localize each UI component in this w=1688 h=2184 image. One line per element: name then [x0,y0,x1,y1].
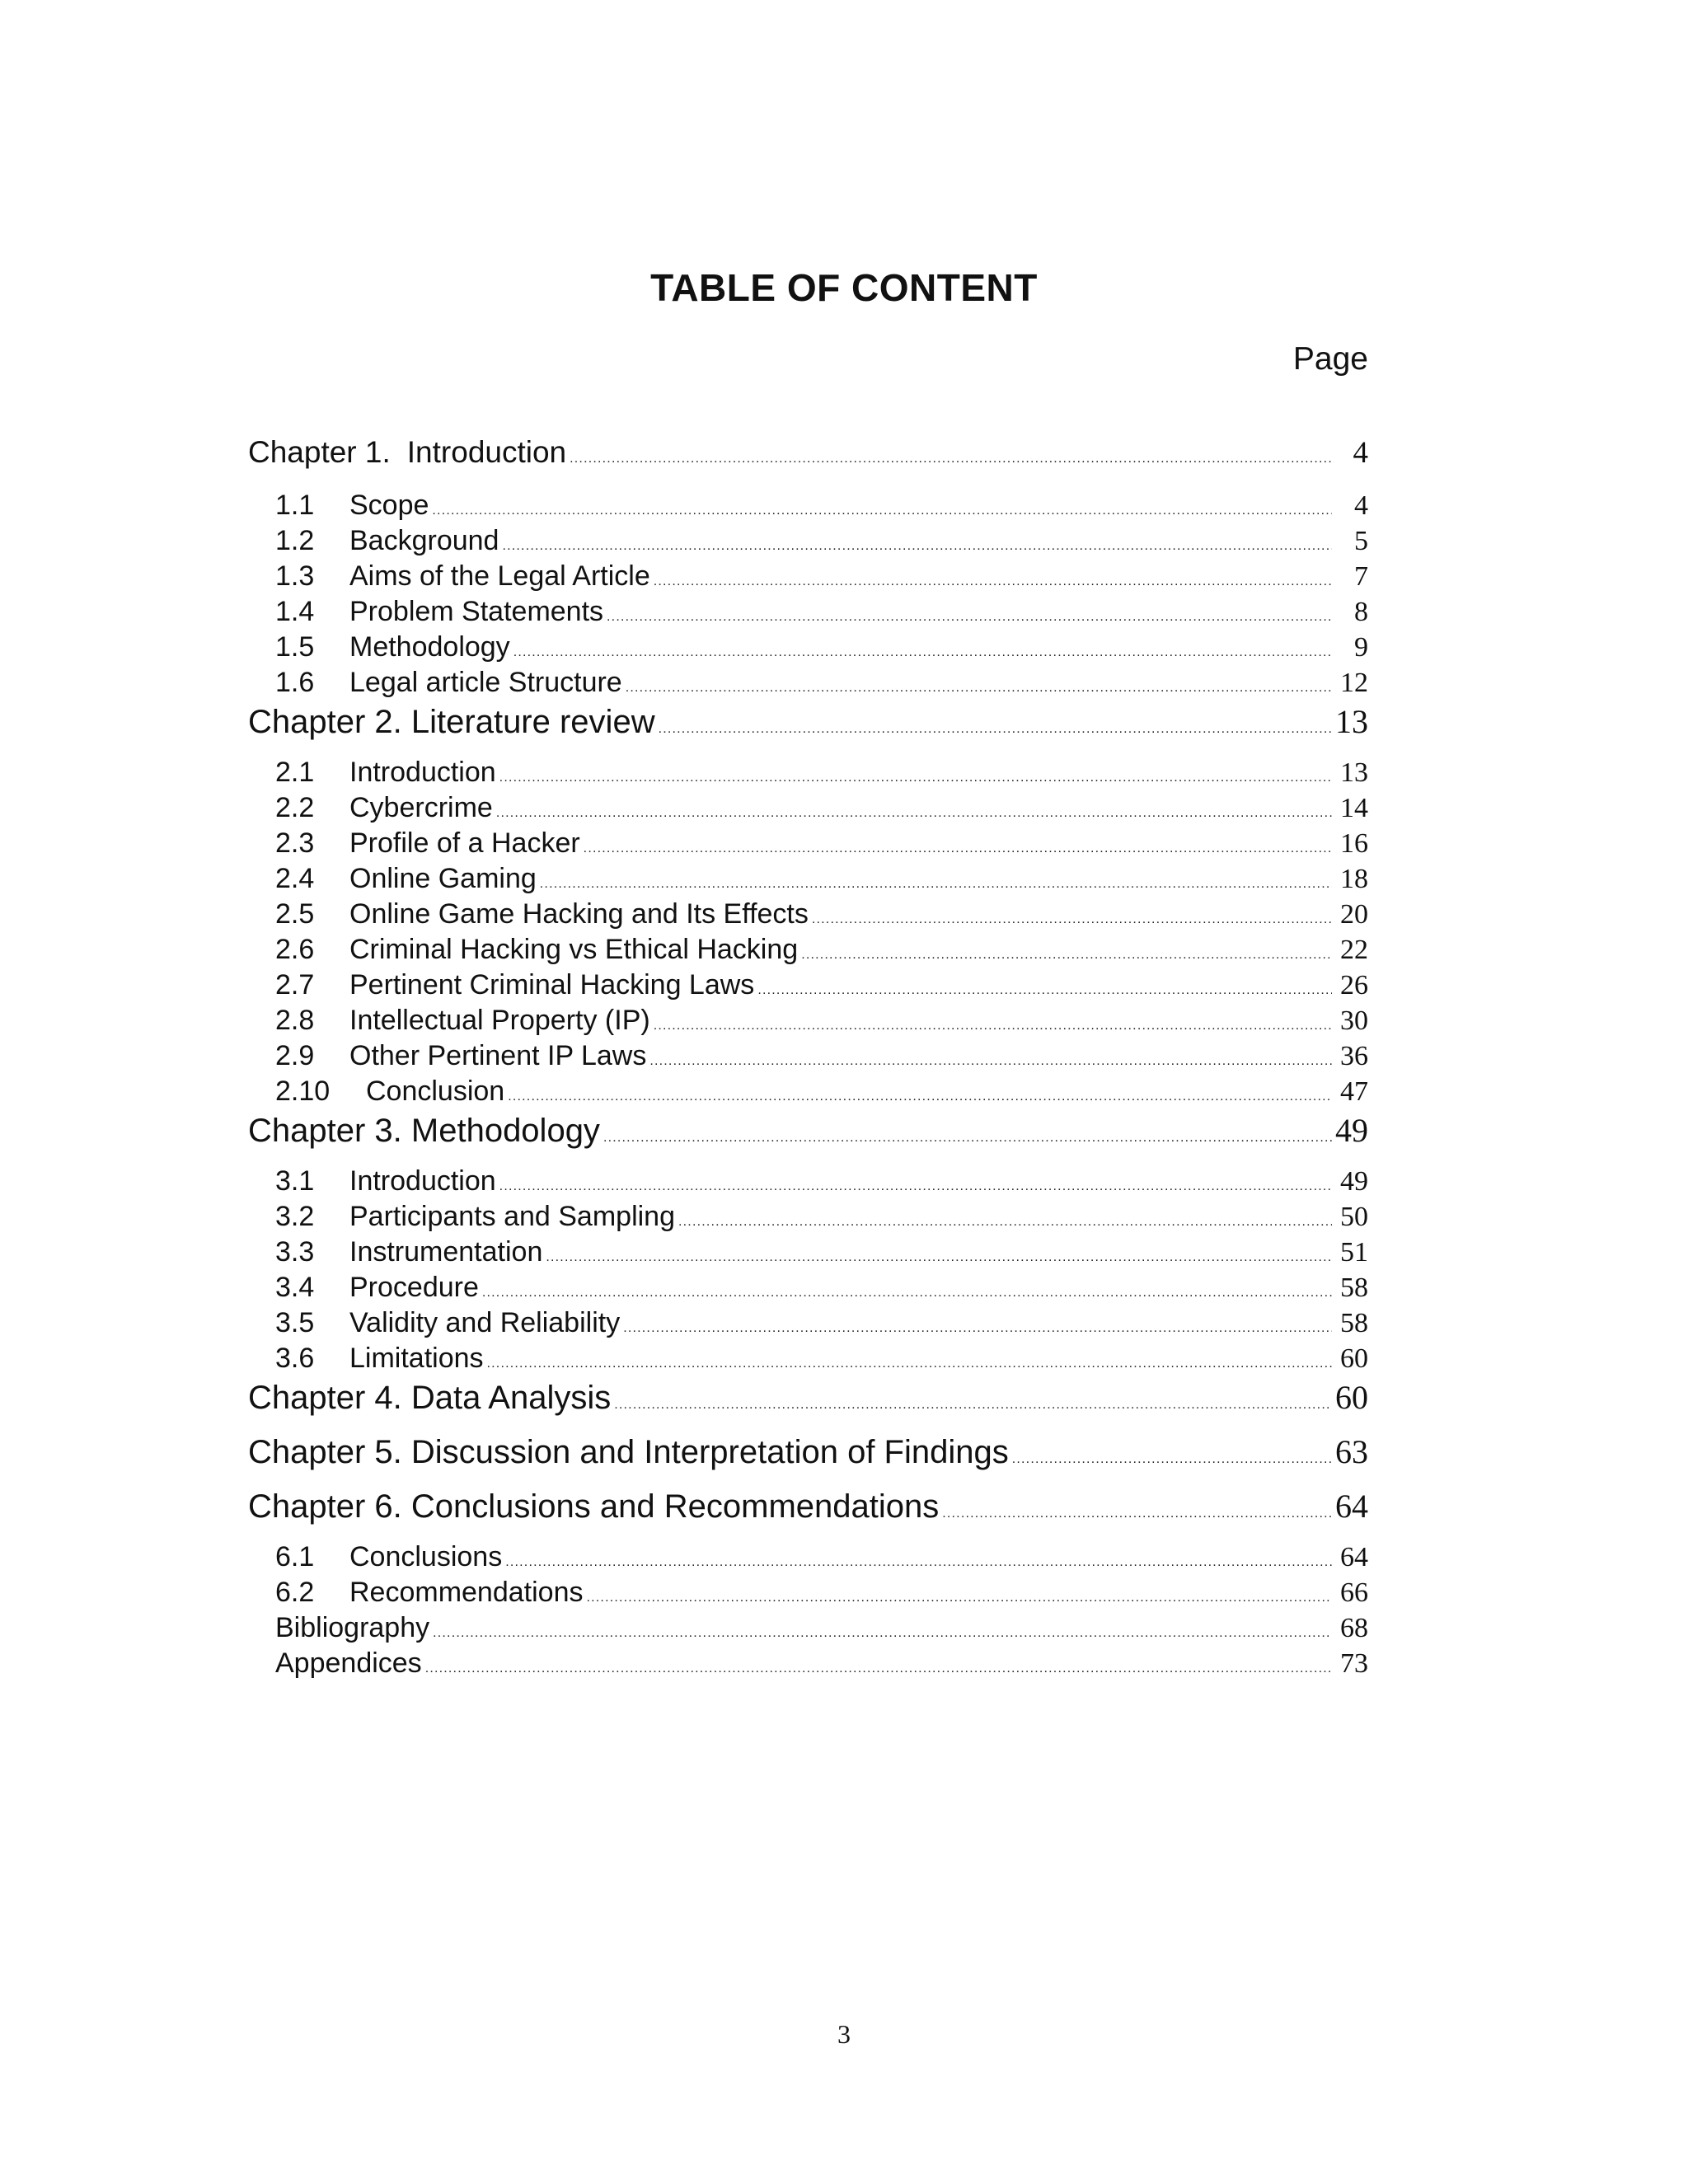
toc-entry-label: Other Pertinent IP Laws [349,1040,647,1071]
toc-entry-page: 16 [1340,828,1368,859]
toc-entry-label: Participants and Sampling [349,1201,676,1232]
toc-entry-number: 1.2 [275,525,315,556]
toc-entry-number: 3.3 [275,1236,315,1268]
toc-entry-label: Introduction [349,1165,496,1197]
toc-entry-page: 47 [1340,1076,1368,1107]
toc-entry-page: 9 [1354,632,1368,663]
toc-entry[interactable] [248,1487,1368,1541]
dot-leader [482,1286,1332,1301]
toc-entry-page: 30 [1340,1005,1368,1036]
toc-entry-number: 6.1 [275,1541,315,1572]
toc-entry[interactable] [248,1307,1368,1343]
toc-entry[interactable] [248,1040,1368,1076]
toc-entry-number: 2.8 [275,1005,315,1036]
toc-entry-label: Intellectual Property (IP) [349,1005,650,1036]
toc-entry-page: 63 [1335,1433,1368,1470]
dot-leader [603,1131,1332,1146]
toc-entry[interactable] [248,1612,1368,1647]
toc-entry-number: 2.7 [275,969,315,1001]
toc-entry-page: 36 [1340,1041,1368,1071]
toc-entry[interactable] [248,1076,1368,1111]
toc-entry-page: 58 [1340,1308,1368,1338]
toc-entry[interactable] [248,1236,1368,1272]
toc-entry-label: Bibliography [275,1612,430,1643]
dot-leader [505,1555,1332,1570]
toc-entry-number: 2.4 [275,863,315,894]
toc-entry-page: 73 [1340,1648,1368,1679]
toc-entry[interactable] [248,1378,1368,1432]
toc-entry-label: Legal article Structure [349,667,622,698]
toc-entry-page: 4 [1354,490,1368,521]
toc-entry[interactable] [248,1647,1368,1683]
toc-entry-page: 60 [1340,1343,1368,1374]
dot-leader [540,877,1332,892]
dot-leader [623,1321,1332,1336]
toc-entry-label: Online Game Hacking and Its Effects [349,898,809,930]
toc-entry[interactable] [248,702,1368,757]
toc-entry-number: 3.6 [275,1343,315,1374]
dot-leader [942,1507,1332,1521]
toc-entry-number: 6.2 [275,1577,315,1608]
toc-entry-label: Background [349,525,499,556]
toc-entry-number: 3.5 [275,1307,315,1338]
dot-leader [499,1179,1332,1194]
toc-entry-label: Chapter 5. Discussion and Interpretation of Findings [248,1434,1009,1470]
toc-entry-label: Appendices [275,1647,422,1679]
toc-entry[interactable] [248,1165,1368,1201]
toc-entry-number: 2.10 [275,1076,331,1107]
toc-entry-label: Cybercrime [349,792,493,823]
toc-entry[interactable] [248,1111,1368,1165]
dot-leader [570,452,1332,466]
toc-entry-label: Chapter 6. Conclusions and Recommendations [248,1488,940,1525]
toc-entry[interactable] [248,792,1368,827]
toc-entry-number: 2.1 [275,757,315,788]
dot-leader [584,841,1332,856]
dot-leader [678,1215,1332,1230]
toc-entry[interactable] [248,596,1368,631]
toc-entry-label: Conclusions [349,1541,503,1572]
dot-leader [1012,1452,1332,1467]
toc-entry-label: Methodology [349,631,510,663]
toc-entry[interactable] [248,863,1368,898]
dot-leader [496,806,1332,821]
toc-entry[interactable] [248,1577,1368,1612]
toc-entry-page: 49 [1340,1166,1368,1197]
toc-entry-label: Online Gaming [349,863,537,894]
toc-entry-page: 13 [1335,703,1368,740]
toc-entry[interactable] [248,667,1368,702]
toc-entry-label: Aims of the Legal Article [349,560,650,592]
dot-leader [757,983,1332,998]
dot-leader [586,1591,1332,1605]
toc-entry-page: 4 [1353,436,1368,470]
dot-leader [659,722,1332,737]
dot-leader [432,504,1332,518]
toc-entry[interactable] [248,1541,1368,1577]
toc-entry[interactable] [248,1343,1368,1378]
toc-entry-page: 64 [1340,1542,1368,1572]
toc-entry-page: 18 [1340,864,1368,894]
toc-entry-number: 2.6 [275,934,315,965]
page-number: 3 [837,2019,851,2049]
toc-entry-label: Recommendations [349,1577,584,1608]
dot-leader [626,681,1332,696]
dot-leader [649,1054,1332,1069]
toc-entry[interactable] [248,969,1368,1005]
dot-leader [425,1661,1332,1676]
toc-entry-label: Procedure [349,1272,479,1303]
dot-leader [502,539,1332,554]
toc-entry-page: 20 [1340,899,1368,930]
toc-entry[interactable] [248,1272,1368,1307]
toc-entry[interactable] [248,1432,1368,1487]
table-of-contents [248,435,1368,1683]
page-column-label: Page [1292,341,1368,377]
toc-entry-label: Validity and Reliability [349,1307,621,1338]
toc-entry-number: 1.1 [275,490,315,521]
dot-leader [812,912,1332,927]
toc-entry-page: 68 [1340,1613,1368,1643]
toc-entry-label: Problem Statements [349,596,604,627]
toc-entry-number: 1.4 [275,596,315,627]
toc-entry-label: Profile of a Hacker [349,827,580,859]
toc-entry[interactable] [248,631,1368,667]
toc-entry[interactable] [248,490,1368,525]
toc-entry-label: Introduction [349,757,496,788]
dot-leader [546,1250,1332,1265]
dot-leader [513,645,1332,660]
toc-entry-page: 49 [1335,1112,1368,1149]
toc-entry-label: Chapter 4. Data Analysis [248,1380,612,1416]
dot-leader [499,771,1332,785]
toc-entry-label: Chapter 3. Methodology [248,1113,600,1149]
toc-entry-page: 5 [1354,526,1368,556]
toc-entry-label: Scope [349,490,429,521]
dot-leader [487,1357,1332,1371]
toc-entry-page: 51 [1340,1237,1368,1268]
toc-entry-page: 50 [1340,1202,1368,1232]
dot-leader [614,1398,1332,1413]
toc-entry-number: 1.6 [275,667,315,698]
toc-entry-page: 7 [1354,561,1368,592]
toc-entry-number: 3.1 [275,1165,315,1197]
toc-entry-page: 58 [1340,1272,1368,1303]
toc-entry-page: 8 [1354,597,1368,627]
toc-entry-number: 2.2 [275,792,315,823]
toc-entry[interactable] [248,827,1368,863]
toc-entry-number: 1.5 [275,631,315,663]
toc-entry[interactable] [248,435,1368,490]
toc-entry-label: Instrumentation [349,1236,543,1268]
toc-entry-label: Pertinent Criminal Hacking Laws [349,969,755,1001]
dot-leader [607,610,1332,625]
toc-entry[interactable] [248,898,1368,934]
dot-leader [801,948,1332,963]
toc-entry-label: Introduction [406,435,567,469]
toc-entry-page: 12 [1340,668,1368,698]
toc-entry-label: Conclusion [366,1076,505,1107]
toc-entry-number: 2.3 [275,827,315,859]
dot-leader [654,574,1332,589]
toc-entry-number: Chapter 1. [248,435,391,469]
toc-entry-number: 1.3 [275,560,315,592]
toc-entry-label: Limitations [349,1343,484,1374]
toc-entry-label: Chapter 2. Literature review [248,704,655,740]
toc-entry[interactable] [248,560,1368,596]
toc-entry-page: 66 [1340,1577,1368,1608]
toc-entry[interactable] [248,934,1368,969]
dot-leader [508,1090,1332,1104]
toc-title: TABLE OF CONTENT [650,266,1038,309]
toc-entry-page: 60 [1335,1379,1368,1416]
toc-entry-page: 13 [1340,757,1368,788]
toc-entry-page: 64 [1335,1488,1368,1525]
toc-entry-page: 22 [1340,935,1368,965]
dot-leader [433,1626,1332,1641]
toc-entry-label: Criminal Hacking vs Ethical Hacking [349,934,799,965]
toc-entry-page: 26 [1340,970,1368,1001]
toc-entry[interactable] [248,1005,1368,1040]
toc-entry-number: 3.2 [275,1201,315,1232]
toc-entry-page: 14 [1340,793,1368,823]
toc-entry-number: 2.9 [275,1040,315,1071]
toc-entry[interactable] [248,1201,1368,1236]
toc-entry-number: 2.5 [275,898,315,930]
toc-entry-number: 3.4 [275,1272,315,1303]
dot-leader [654,1019,1332,1033]
toc-entry[interactable] [248,525,1368,560]
toc-entry[interactable] [248,757,1368,792]
